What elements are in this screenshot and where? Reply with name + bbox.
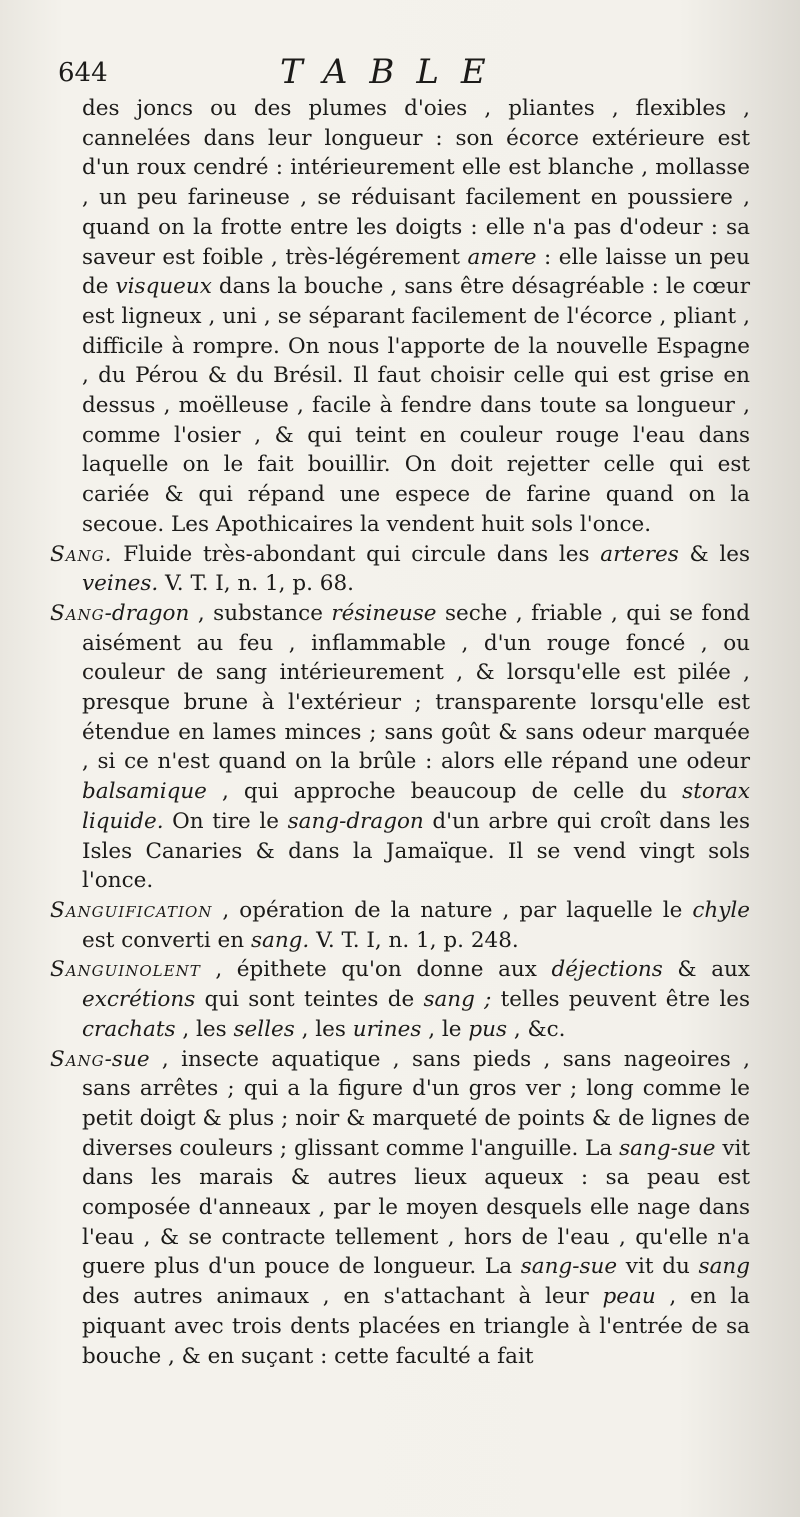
entry-headword: Sanguinolent bbox=[50, 957, 201, 983]
page-header bbox=[58, 52, 618, 96]
entry-sang-sue: Sang-sue , insecte aquatique , sans pieds , sans nageoires , sans arrêtes ; qui a la figure d'un gros ver ; long comme le petit doigt & plus ; noir & marqueté de points & de lignes de diverses couleurs ; glissant comme l'anguille. La sang-sue vit dans les marais & autres lieux aqueux : sa peau est composée d'anneaux , par le moyen desquels elle nage dans l'eau , & se contracte tellement , hors de l'eau , qu'elle n'a guere plus d'un pouce de longueur. La sang-sue vit du sang des autres animaux , en s'attachant à leur peau , en la piquant avec trois dents placées en triangle à l'entrée de sa bouche , & en suçant : cette faculté a fait bbox=[50, 1046, 751, 1369]
continuation-paragraph: des joncs ou des plumes d'oies , pliantes , flexibles , cannelées dans leur longueur : son écorce extérieure est d'un roux cendré : intérieurement elle est blanche , mollasse , un peu farineuse , se réduisant facilement en poussiere , quand on la frotte entre les doigts : elle n'a pas d'odeur : sa saveur est foible , très-légérement amere : elle laisse un peu de visqueux dans la bouche , sans être désagréable : le cœur est ligneux , uni , se séparant facilement de l'écorce , pliant , difficile à rompre. On nous l'apporte de la nouvelle Espagne , du Pérou & du Brésil. Il faut choisir celle qui est grise en dessus , moëlleuse , facile à fendre dans toute sa longueur , comme l'osier , & qui teint en couleur rouge l'eau dans laquelle on le fait bouillir. On doit rejetter celle qui est cariée & qui répand une espece de farine quand on la secoue. Les Apothicaires la vendent huit sols l'once. bbox=[82, 96, 750, 537]
entry-sanguification: Sanguification , opération de la nature , par laquelle le chyle est converti en sang. V. T. I, n. 1, p. 248. bbox=[50, 897, 750, 953]
entry-sanguinolent: Sanguinolent , épithete qu'on donne aux déjections & aux excrétions qui sont teintes de sang ; telles peuvent être les crachats , les selles , les urines , le pus , &c. bbox=[50, 957, 750, 1042]
running-title: TABLE bbox=[280, 52, 508, 92]
entry-sang-dragon: Sang-dragon , substance résineuse seche , friable , qui se fond aisément au feu , inflammable , d'un rouge foncé , ou couleur de sang intérieurement , & lorsqu'elle est pilée , presque brune à l'extérieur ; transparente lorsqu'elle est étendue en lames minces ; sans goût & sans odeur marquée , si ce n'est quand on la brûle : alors elle répand une odeur balsamique , qui approche beaucoup de celle du storax liquide. On tire le sang-dragon d'un arbre qui croît dans les Isles Canaries & dans la Jamaïque. Il se vend vingt sols l'once. bbox=[50, 600, 751, 894]
entry-sang: Sang. Fluide très-abondant qui circule dans les arteres & les veines. V. T. I, n. 1, p. 68. bbox=[50, 541, 750, 597]
entry-headword: Sang. bbox=[50, 541, 113, 567]
entry-headword: Sanguification bbox=[50, 897, 213, 923]
entry-headword: Sang bbox=[50, 600, 105, 626]
entry-headword: Sang bbox=[50, 1046, 105, 1072]
body-text bbox=[50, 94, 750, 1371]
page-number: 644 bbox=[58, 58, 108, 88]
